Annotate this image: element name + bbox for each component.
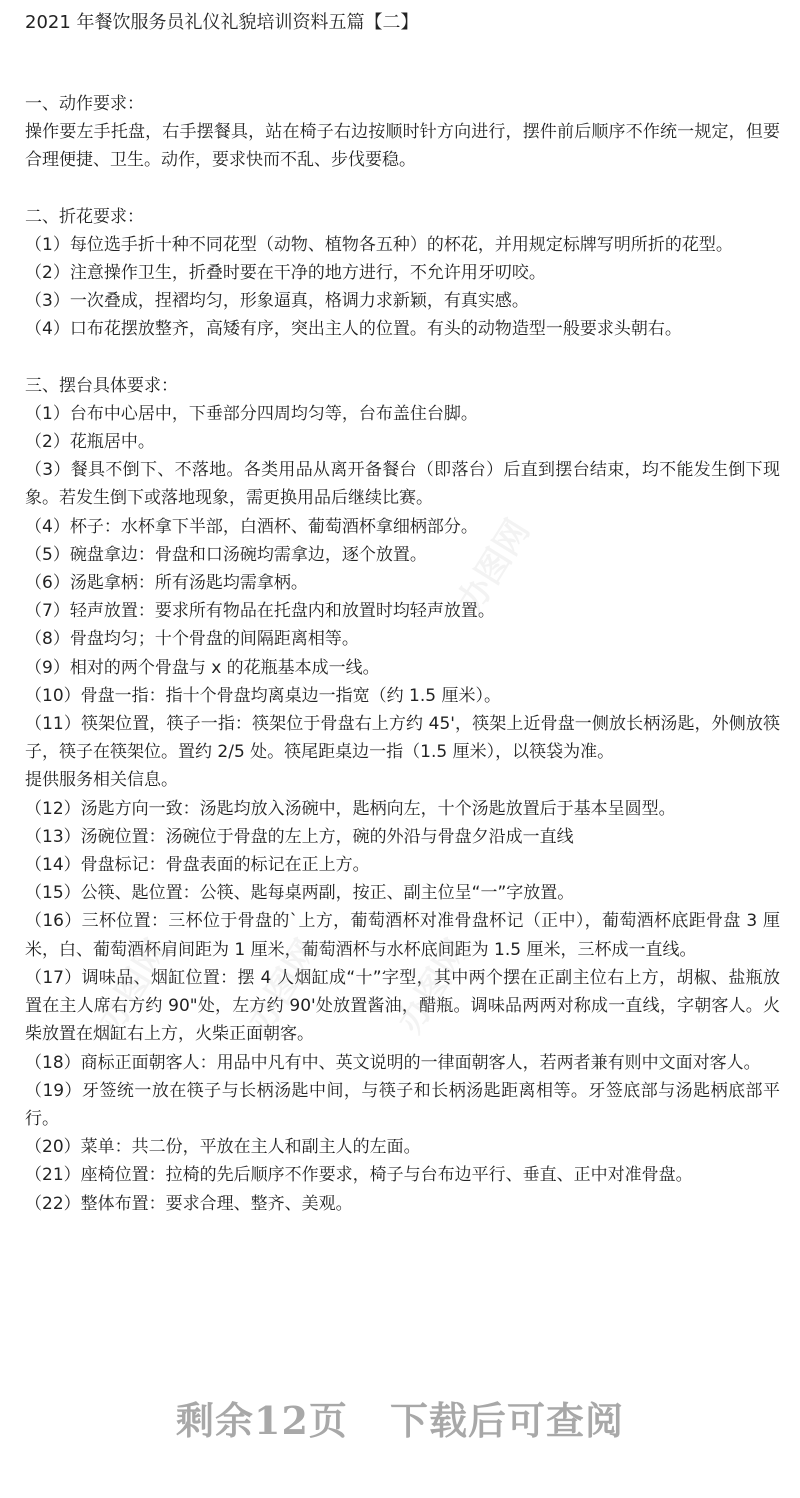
list-item: （1）台布中心居中，下垂部分四周均匀等，台布盖住台脚。 (25, 403, 478, 424)
download-prompt[interactable] (0, 1396, 800, 1446)
list-item: （9）相对的两个骨盘与 x 的花瓶基本成一线。 (25, 657, 380, 678)
list-item: （10）骨盘一指：指十个骨盘均离桌边一指宽（约 1.5 厘米）。 (25, 685, 501, 706)
list-item: （20）菜单：共二份，平放在主人和副主人的左面。 (25, 1137, 421, 1158)
list-item: （3）餐具不倒下、不落地。各类用品从离开备餐台（即落台）后直到摆台结束，均不能发生倒下现象。若发生倒下或落地现象，需更换用品后继续比赛。 (25, 460, 780, 509)
download-to-view-label[interactable]: 下载后可查阅 (389, 1398, 624, 1443)
section-paragraph: 操作要左手托盘，右手摆餐具，站在椅子右边按顺时针方向进行，摆件前后顺序不作统一规定，但要合理便捷、卫生。动作，要求快而不乱、步伐要稳。 (25, 122, 780, 171)
section-heading: 一、动作要求： (25, 94, 144, 114)
list-item: （14）骨盘标记：骨盘表面的标记在正上方。 (25, 855, 370, 876)
list-item: （21）座椅位置：拉椅的先后顺序不作要求，椅子与台布边平行、垂直、正中对准骨盘。 (25, 1165, 693, 1186)
list-item: （16）三杯位置：三杯位于骨盘的`上方，葡萄酒杯对准骨盘杯记（正中），葡萄酒杯底距骨盘 3 厘米，白、葡萄酒杯肩间距为 1 厘米，葡萄酒杯与水杯底间距为 1.5 厘米，三杯成一直线。 (25, 911, 780, 960)
list-item: （2）注意操作卫生，折叠时要在干净的地方进行，不允许用牙叨咬。 (25, 263, 546, 284)
list-item: （3）一次叠成，捏褶均匀，形象逼真，格调力求新颖，有真实感。 (25, 291, 529, 312)
list-item: （12）汤匙方向一致：汤匙均放入汤碗中，匙柄向左，十个汤匙放置后于基本呈圆型。 (25, 798, 676, 819)
list-item: （5）碗盘拿边：骨盘和口汤碗均需拿边，逐个放置。 (25, 544, 427, 565)
list-item: （4）杯子：水杯拿下半部，白酒杯、葡萄酒杯拿细柄部分。 (25, 516, 478, 537)
list-item: （4）口布花摆放整齐，高矮有序，突出主人的位置。有头的动物造型一般要求头朝右。 (25, 319, 682, 340)
section-heading: 二、折花要求： (25, 206, 144, 227)
document-body (25, 90, 780, 1218)
list-item: （7）轻声放置：要求所有物品在托盘内和放置时均轻声放置。 (25, 601, 495, 622)
list-item: （1）每位选手折十种不同花型（动物、植物各五种）的杯花，并用规定标牌写明所折的花型。 (25, 234, 733, 255)
list-item: （2）花瓶居中。 (25, 432, 155, 453)
list-item: （11）筷架位置，筷子一指：筷架位于骨盘右上方约 45'，筷架上近骨盘一侧放长柄汤匙，外侧放筷子，筷子在筷架位。置约 2/5 处。筷尾距桌边一指（1.5 厘米），以筷袋为准。 (25, 714, 780, 763)
list-item: （13）汤碗位置：汤碗位于骨盘的左上方，碗的外沿与骨盘夕沿成一直线 (25, 826, 574, 847)
list-item: （17）调味品、烟缸位置：摆 4 人烟缸成“十”字型，其中两个摆在正副主位右上方，胡椒、盐瓶放置在主人席右方约 90"处，左方约 90'处放置酱油，醋瓶。调味品两两对称成一直线，字朝客人。火柴放置在烟缸右上方，火柴正面朝客。 (25, 967, 780, 1045)
section-napkin-folding (25, 203, 780, 344)
list-item: （18）商标正面朝客人：用品中凡有中、英文说明的一律面朝客人，若两者兼有则中文面对客人。 (25, 1052, 761, 1073)
watermark: 办图网 (89, 932, 178, 1041)
list-item: （19）牙签统一放在筷子与长柄汤匙中间，与筷子和长柄汤匙距离相等。牙签底部与汤匙柄底部平行。 (25, 1080, 780, 1129)
list-item: （22）整体布置：要求合理、整齐、美观。 (25, 1193, 353, 1214)
watermark: 办图网 (389, 932, 478, 1041)
list-item: （15）公筷、匙位置：公筷、匙每桌两副，按正、副主位呈“一”字放置。 (25, 883, 575, 904)
watermark: 办图网 (239, 932, 328, 1041)
list-item: 提供服务相关信息。 (25, 770, 178, 791)
list-item: （8）骨盘均匀；十个骨盘的间隔距离相等。 (25, 629, 359, 650)
section-action-requirements (25, 90, 780, 175)
document-title: 2021 年餐饮服务员礼仪礼貌培训资料五篇【二】 (25, 12, 419, 33)
section-table-setting (25, 372, 780, 1218)
section-heading: 三、摆台具体要求： (25, 375, 178, 396)
watermark: 办图网 (449, 512, 538, 621)
remaining-pages-label[interactable]: 剩余12页 (176, 1398, 348, 1443)
list-item: （6）汤匙拿柄：所有汤匙均需拿柄。 (25, 573, 308, 594)
